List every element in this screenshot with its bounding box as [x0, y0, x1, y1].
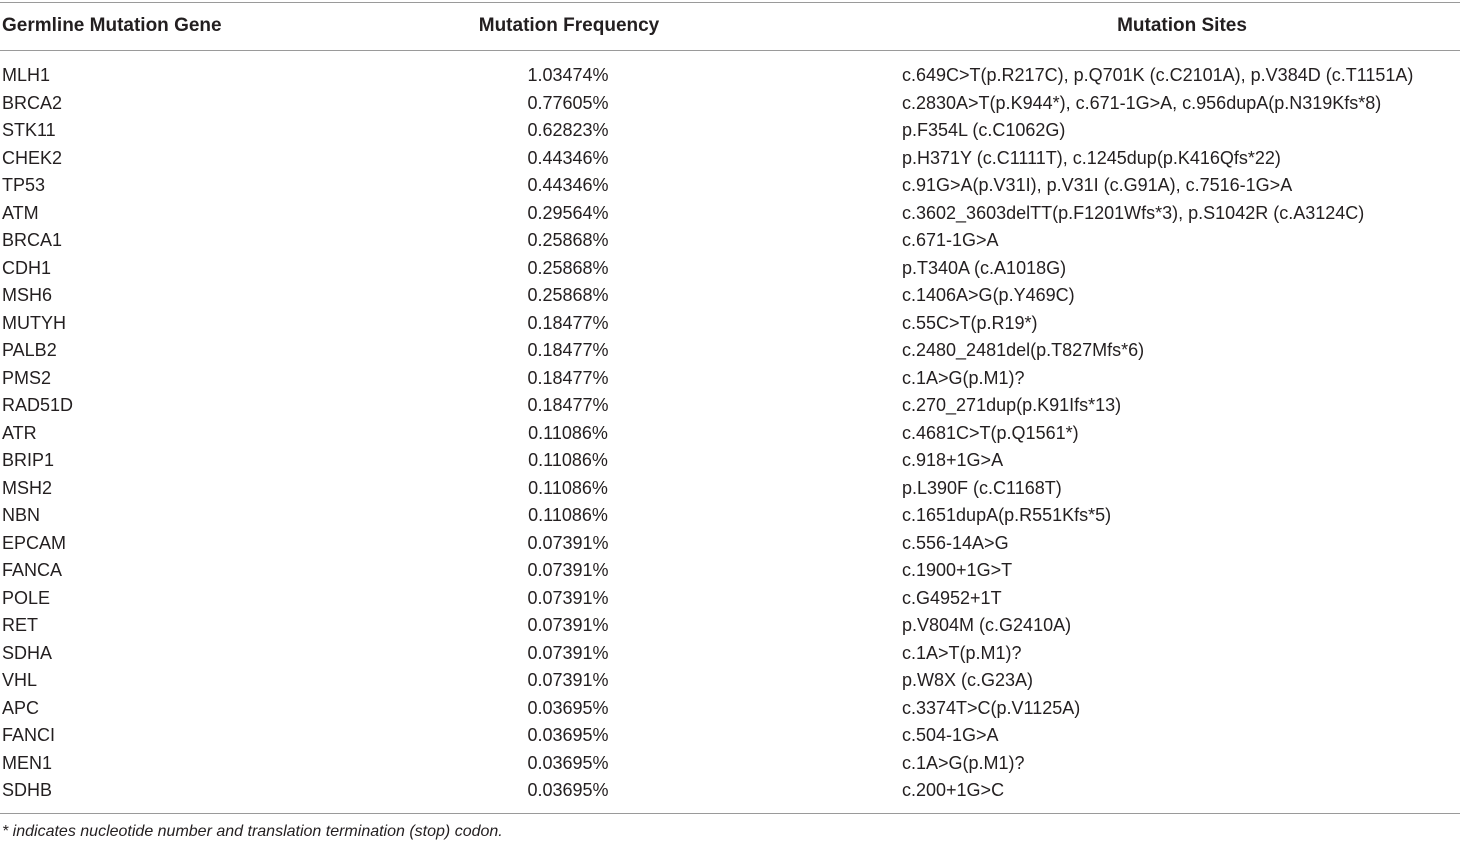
gene-cell: RAD51D	[2, 395, 74, 415]
sites-cell: c.504-1G>A	[902, 725, 999, 745]
frequency-cell: 0.03695%	[527, 725, 609, 745]
table-row	[0, 310, 1460, 338]
table-row	[0, 777, 1460, 805]
sites-cell: p.V804M (c.G2410A)	[902, 615, 1072, 635]
sites-cell: c.2480_2481del(p.T827Mfs*6)	[902, 340, 1145, 360]
frequency-cell: 0.18477%	[527, 312, 609, 333]
table-row	[0, 722, 1460, 750]
sites-cell: c.91G>A(p.V31I), p.V31I (c.G91A), c.7516-1G>A	[902, 175, 1293, 195]
frequency-cell: 0.29564%	[527, 202, 609, 223]
sites-cell: c.1A>T(p.M1)?	[902, 642, 1022, 663]
gene-cell: FANCA	[2, 560, 63, 580]
gene-cell: ATR	[2, 422, 37, 443]
sites-cell: c.270_271dup(p.K91Ifs*13)	[902, 395, 1122, 415]
sites-cell: c.1A>G(p.M1)?	[902, 367, 1025, 388]
gene-cell: MSH6	[2, 285, 53, 305]
sites-cell: c.2830A>T(p.K944*), c.671-1G>A, c.956dupA(p.N319Kfs*8)	[902, 92, 1382, 113]
frequency-cell: 0.07391%	[527, 532, 609, 553]
table-header-rule	[0, 50, 1460, 51]
table-row	[0, 695, 1460, 723]
sites-cell: p.T340A (c.A1018G)	[902, 257, 1067, 278]
table-row	[0, 447, 1460, 475]
frequency-cell: 0.25868%	[527, 257, 609, 278]
frequency-cell: 0.18477%	[527, 395, 609, 415]
gene-cell: NBN	[2, 505, 41, 525]
table-row	[0, 530, 1460, 558]
gene-cell: STK11	[2, 120, 56, 140]
sites-cell: c.4681C>T(p.Q1561*)	[902, 422, 1079, 443]
frequency-cell: 0.44346%	[527, 147, 609, 168]
gene-cell: MUTYH	[2, 312, 66, 333]
sites-cell: c.G4952+1T	[902, 587, 1002, 608]
sites-cell: p.F354L (c.C1062G)	[902, 120, 1066, 140]
table-header-row	[0, 12, 1460, 40]
sites-cell: p.W8X (c.G23A)	[902, 670, 1034, 690]
gene-cell: BRCA2	[2, 92, 63, 113]
gene-cell: ATM	[2, 202, 39, 223]
gene-cell: MLH1	[2, 65, 51, 85]
table-row	[0, 62, 1460, 90]
gene-cell: POLE	[2, 587, 51, 608]
gene-cell: MSH2	[2, 477, 53, 498]
gene-cell: SDHB	[2, 780, 53, 800]
table-row	[0, 227, 1460, 255]
table-row	[0, 392, 1460, 420]
table-row	[0, 117, 1460, 145]
frequency-cell: 0.07391%	[527, 615, 609, 635]
sites-cell: c.1651dupA(p.R551Kfs*5)	[902, 505, 1112, 525]
frequency-cell: 0.11086%	[528, 477, 608, 498]
gene-cell: VHL	[2, 670, 38, 690]
gene-cell: FANCI	[2, 725, 56, 745]
sites-cell: c.200+1G>C	[902, 780, 1005, 800]
table-row	[0, 337, 1460, 365]
frequency-cell: 0.18477%	[527, 367, 609, 388]
header-gene: Germline Mutation Gene	[2, 15, 222, 36]
sites-cell: c.55C>T(p.R19*)	[902, 312, 1038, 333]
sites-cell: c.3602_3603delTT(p.F1201Wfs*3), p.S1042R (c.A3124C)	[902, 202, 1365, 223]
frequency-cell: 0.07391%	[527, 560, 609, 580]
frequency-cell: 0.03695%	[527, 697, 609, 718]
table-footnote: * indicates nucleotide number and translation termination (stop) codon.	[2, 823, 503, 840]
gene-cell: PALB2	[2, 340, 57, 360]
sites-cell: c.3374T>C(p.V1125A)	[902, 697, 1081, 718]
gene-cell: RET	[2, 615, 38, 635]
frequency-cell: 0.03695%	[527, 780, 609, 800]
table-row	[0, 502, 1460, 530]
table-row	[0, 255, 1460, 283]
table-row	[0, 585, 1460, 613]
frequency-cell: 0.07391%	[527, 587, 609, 608]
gene-cell: BRIP1	[2, 450, 55, 470]
table-row	[0, 612, 1460, 640]
gene-cell: PMS2	[2, 367, 52, 388]
gene-cell: CHEK2	[2, 147, 63, 168]
sites-cell: c.1A>G(p.M1)?	[902, 752, 1025, 773]
frequency-cell: 0.25868%	[527, 230, 609, 250]
sites-cell: c.671-1G>A	[902, 230, 999, 250]
table-row	[0, 172, 1460, 200]
table-row	[0, 640, 1460, 668]
sites-cell: c.1900+1G>T	[902, 560, 1013, 580]
table-row	[0, 667, 1460, 695]
sites-cell: c.918+1G>A	[902, 450, 1004, 470]
frequency-cell: 0.03695%	[527, 752, 609, 773]
table-row	[0, 90, 1460, 118]
gene-cell: TP53	[2, 175, 46, 195]
frequency-cell: 0.44346%	[527, 175, 609, 195]
sites-cell: c.1406A>G(p.Y469C)	[902, 285, 1075, 305]
table-top-rule	[0, 2, 1460, 3]
frequency-cell: 0.07391%	[527, 642, 609, 663]
header-sites: Mutation Sites	[1117, 15, 1247, 36]
frequency-cell: 1.03474%	[527, 65, 609, 85]
gene-cell: CDH1	[2, 257, 52, 278]
table-row	[0, 145, 1460, 173]
frequency-cell: 0.18477%	[527, 340, 609, 360]
table-row	[0, 475, 1460, 503]
header-frequency: Mutation Frequency	[478, 15, 660, 36]
table-row	[0, 557, 1460, 585]
frequency-cell: 0.11086%	[528, 422, 608, 443]
table-bottom-rule	[0, 813, 1460, 814]
frequency-cell: 0.07391%	[527, 670, 609, 690]
gene-cell: APC	[2, 697, 40, 718]
gene-cell: BRCA1	[2, 230, 63, 250]
frequency-cell: 0.25868%	[527, 285, 609, 305]
frequency-cell: 0.11086%	[528, 505, 608, 525]
frequency-cell: 0.11086%	[528, 450, 608, 470]
frequency-cell: 0.62823%	[527, 120, 609, 140]
sites-cell: p.H371Y (c.C1111T), c.1245dup(p.K416Qfs*22)	[902, 147, 1281, 168]
gene-cell: EPCAM	[2, 532, 67, 553]
table-row	[0, 750, 1460, 778]
sites-cell: c.649C>T(p.R217C), p.Q701K (c.C2101A), p.V384D (c.T1151A)	[902, 65, 1414, 85]
table-row	[0, 420, 1460, 448]
sites-cell: p.L390F (c.C1168T)	[902, 477, 1062, 498]
table-row	[0, 200, 1460, 228]
table-row	[0, 282, 1460, 310]
sites-cell: c.556-14A>G	[902, 532, 1009, 553]
frequency-cell: 0.77605%	[527, 92, 609, 113]
gene-cell: SDHA	[2, 642, 53, 663]
table-body	[0, 62, 1460, 805]
table-row	[0, 365, 1460, 393]
gene-cell: MEN1	[2, 752, 53, 773]
